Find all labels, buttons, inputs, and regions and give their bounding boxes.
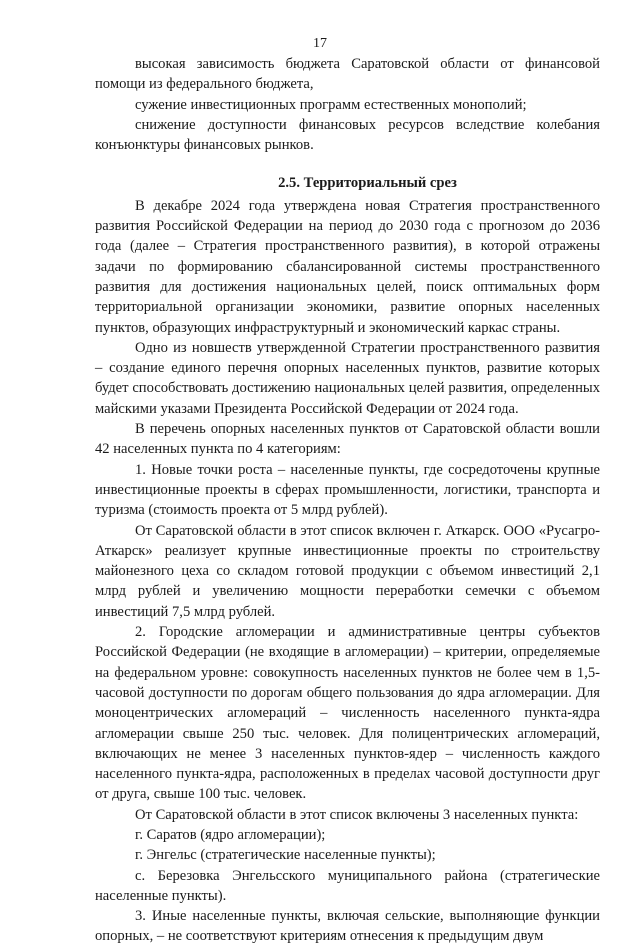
list-item-category-2: 2. Городские агломерации и административные центры субъектов Российской Федерации (не входящие в агломерации) – критерии, определяемые на федеральном уровне: совокупность населенных пунктов не более чем в 1,5-часовой доступности по дорогам общего пользования до ядра агломерации. Для моноцентрических агломераций – численность населенного пункта-ядра агломерации свыше 250 тыс. человек. Для полицентрических агломераций, включающих не менее 3 населенных пунктов-ядер – численность каждого населенного пункта-ядра, расположенных в пределах часовой доступности друг от друга, свыше 100 тыс. человек.	[95, 624, 600, 803]
body-paragraph: От Саратовской области в этот список включены 3 населенных пункта:	[135, 806, 579, 823]
list-item: г. Энгельс (стратегические населенные пункты);	[135, 847, 436, 864]
body-paragraph: От Саратовской области в этот список включен г. Аткарск. ООО «Русагро-Аткарск» реализует крупные инвестиционные проекты по строительству майонезного цеха со складом готовой продукции с объемом инвестиций 2,1 млрд рублей и увеличению мощности переработки семечки с объемом инвестиций 7,5 млрд рублей.	[95, 522, 600, 620]
list-item-category-1: 1. Новые точки роста – населенные пункты, где сосредоточены крупные инвестиционные проекты в сферах промышленности, логистики, транспорта и туризма (стоимость проекта от 5 млрд рублей).	[95, 461, 600, 519]
body-paragraph: В перечень опорных населенных пунктов от Саратовской области вошли 42 населенных пункта по 4 категориям:	[95, 421, 600, 458]
body-paragraph: Одно из новшеств утвержденной Стратегии пространственного развития – создание единого перечня опорных населенных пунктов, развитие которых будет способствовать достижению национальных целей развития, определенных майскими указами Президента Российской Федерации от 2024 года.	[95, 339, 600, 417]
section-title: 2.5. Территориальный срез	[278, 175, 457, 192]
list-item: г. Саратов (ядро агломерации);	[135, 826, 326, 843]
intro-paragraph: сужение инвестиционных программ естественных монополий;	[135, 96, 527, 113]
page-number: 17	[313, 36, 327, 51]
intro-paragraph: высокая зависимость бюджета Саратовской области от финансовой помощи из федерального бюджета,	[95, 56, 600, 93]
intro-paragraph: снижение доступности финансовых ресурсов вследствие колебания конъюнктуры финансовых рынков.	[95, 116, 600, 154]
page-content	[95, 54, 600, 947]
list-item-category-3: 3. Иные населенные пункты, включая сельские, выполняющие функции опорных, – не соответствуют критериям отнесения к предыдущим двум	[95, 908, 600, 945]
body-paragraph: В декабре 2024 года утверждена новая Стратегия пространственного развития Российской Федерации на период до 2030 года с прогнозом до 2036 года (далее – Стратегия пространственного развития), в которой отражены задачи по формированию сбалансированной системы пространственного развития для достижения национальных целей, поиск оптимальных форм территориальной организации экономики, развитие опорных населенных пунктов, образующих инфраструктурный и экономический каркас страны.	[95, 197, 600, 336]
list-item: с. Березовка Энгельсского муниципального района (стратегические населенные пункты).	[95, 867, 600, 904]
